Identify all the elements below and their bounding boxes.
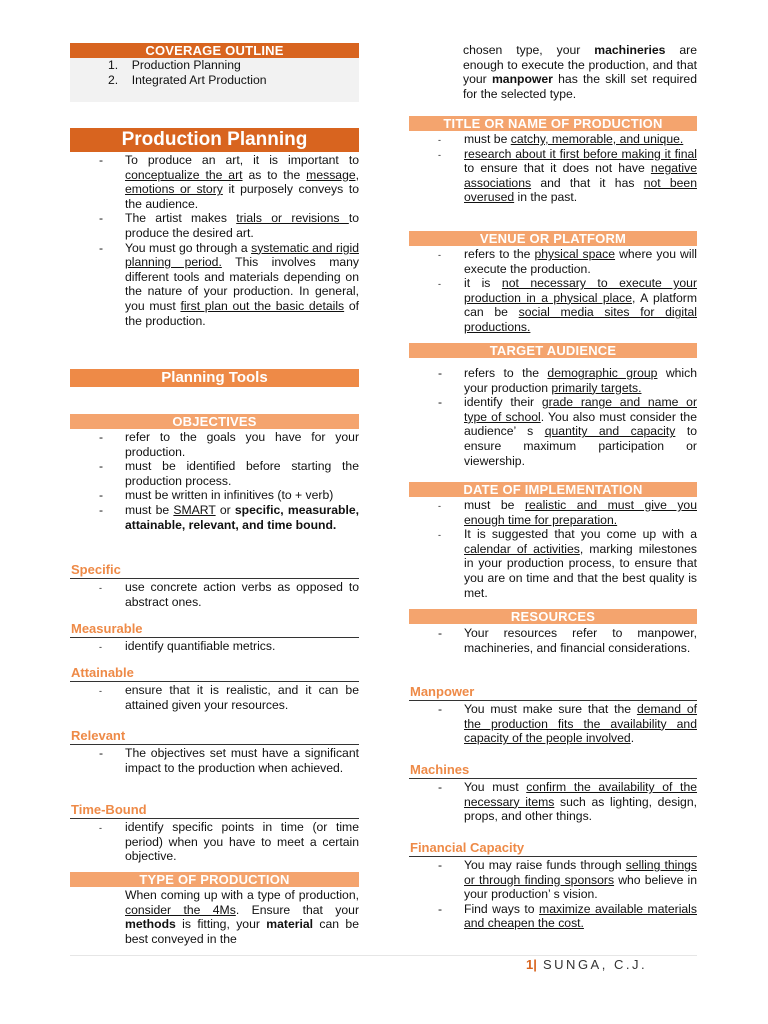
venue-heading: VENUE OR PLATFORM	[409, 231, 697, 246]
underlined-text: demand of the production fits the availability and capacity of the people involved	[464, 702, 698, 746]
relevant-rule	[70, 744, 359, 745]
list-item: - research about it first before making it final to ensure that it does not have negative associations and that it has not been overused in the past.	[409, 147, 697, 205]
list-item: - It is suggested that you come up with a calendar of activities, marking milestones in your production process, to ensure that you are on time and that the best quality is met.	[409, 527, 697, 600]
page-number: 1	[526, 957, 534, 972]
objectives-list	[70, 430, 359, 532]
financial-capacity-list	[409, 858, 697, 931]
list-item: - Find ways to maximize available materials and cheapen the cost.	[409, 902, 697, 931]
title-of-production-heading: TITLE OR NAME OF PRODUCTION	[409, 116, 697, 131]
footer-separator: |	[533, 957, 537, 972]
target-audience-list	[409, 366, 697, 468]
underlined-text: not necessary to execute your production in a physical place	[464, 276, 698, 305]
title-of-production-list	[409, 132, 697, 205]
underlined-text: demographic group	[547, 366, 658, 380]
specific-text: - use concrete action verbs as opposed to abstract ones.	[70, 580, 359, 609]
attainable-text: - ensure that it is realistic, and it can be attained given your resources.	[70, 683, 359, 712]
machines-list	[409, 780, 697, 824]
measurable-list	[70, 639, 359, 654]
manpower-heading: Manpower	[410, 684, 475, 699]
coverage-outline-title: COVERAGE OUTLINE	[70, 43, 359, 58]
bold-text: manpower	[491, 72, 553, 87]
production-planning-heading: Production Planning	[70, 128, 359, 152]
production-planning-list	[70, 153, 359, 328]
bold-text: specific, measurable, attainable, relevant, and time bound.	[125, 502, 359, 532]
underlined-text: confirm the availability of the necessary items	[464, 780, 698, 809]
type-of-production-heading: TYPE OF PRODUCTION	[70, 872, 359, 887]
footer-author: SUNGA, C.J.	[543, 957, 648, 972]
target-audience-heading: TARGET AUDIENCE	[409, 343, 697, 358]
underlined-text: conceptualize the art	[125, 167, 243, 182]
list-item: - must be realistic and must give you enough time for preparation.	[409, 498, 697, 527]
time-bound-list	[70, 820, 359, 864]
resources-list	[409, 626, 697, 655]
machines-rule	[409, 778, 697, 779]
page-footer	[526, 957, 647, 972]
list-item: - You must go through a systematic and rigid planning period. This involves many different tools and materials depending on the nature of your production. In general, you must first plan out the basic details of the production.	[70, 241, 359, 329]
venue-list	[409, 247, 697, 335]
objectives-heading: OBJECTIVES	[70, 414, 359, 429]
time-bound-text: - identify specific points in time (or time period) when you have to meet a certain objective.	[70, 820, 359, 864]
list-item: - identify their grade range and name or type of school. You also must consider the audience’ s quantity and capacity to ensure maximum participation or viewership.	[409, 395, 697, 468]
attainable-list	[70, 683, 359, 712]
time-bound-heading: Time-Bound	[71, 802, 147, 817]
list-item: - The artist makes trials or revisions to produce the desired art.	[70, 211, 359, 240]
footer-rule	[70, 955, 697, 956]
specific-rule	[70, 578, 359, 579]
underlined-text: consider the 4Ms	[125, 902, 236, 917]
underlined-text: maximize available materials and cheapen the cost.	[464, 901, 697, 931]
bold-text: material	[266, 917, 314, 932]
type-of-production-text-left: When coming up with a type of production, consider the 4Ms. Ensure that your methods is fitting, your material can be best conveyed in the	[125, 888, 359, 946]
underlined-text: catchy, memorable, and unique.	[510, 132, 684, 146]
relevant-heading: Relevant	[71, 728, 126, 743]
coverage-item-1: 1. Production Planning	[108, 58, 241, 72]
planning-tools-heading: Planning Tools	[70, 369, 359, 387]
underlined-text: systematic and rigid planning period.	[125, 240, 359, 270]
underlined-text: not been overused	[464, 175, 697, 205]
attainable-rule	[70, 681, 359, 682]
list-item: - refer to the goals you have for your production.	[70, 430, 359, 459]
bold-text: methods	[125, 917, 176, 932]
financial-capacity-heading: Financial Capacity	[410, 840, 525, 855]
underlined-text: trials or revisions	[236, 211, 349, 226]
list-item: - it is not necessary to execute your production in a physical place, A platform can be social media sites for digital productions.	[409, 276, 697, 334]
underlined-text: quantity and capacity	[544, 424, 676, 439]
underlined-text: negative associations	[464, 161, 697, 190]
measurable-heading: Measurable	[71, 621, 143, 636]
underlined-text: first plan out the basic details	[180, 298, 345, 313]
measurable-rule	[70, 637, 359, 638]
underlined-text: realistic and must give you enough time for preparation.	[464, 498, 697, 527]
coverage-item-2: 2. Integrated Art Production	[108, 73, 267, 87]
time-bound-rule	[70, 818, 359, 819]
underlined-text: social media sites for digital productions.	[464, 305, 697, 334]
type-of-production-text-right: chosen type, your machineries are enough to execute the production, and that your manpower has the skill set required for the selected type.	[463, 43, 697, 101]
specific-heading: Specific	[71, 562, 121, 577]
manpower-rule	[409, 700, 697, 701]
date-list	[409, 498, 697, 600]
underlined-text: research about it first before making it final	[464, 146, 697, 161]
list-item: - To produce an art, it is important to conceptualize the art as to the message, emotions or story it purposely conveys to the audience.	[70, 153, 359, 211]
list-item: - must be catchy, memorable, and unique.	[409, 132, 697, 147]
bold-text: machineries	[594, 43, 666, 57]
date-heading: DATE OF IMPLEMENTATION	[409, 482, 697, 497]
manpower-list	[409, 702, 697, 746]
list-item: - must be written in infinitives (to + verb)	[70, 488, 359, 503]
list-item: - refers to the physical space where you will execute the production.	[409, 247, 697, 276]
attainable-heading: Attainable	[71, 665, 134, 680]
underlined-text: message, emotions or story	[125, 167, 360, 197]
measurable-text: - identify quantifiable metrics.	[70, 639, 359, 654]
list-item: - You may raise funds through selling things or through finding sponsors who believe in your production’ s vision.	[409, 858, 697, 902]
underlined-text: selling things or through finding sponsors	[464, 858, 697, 887]
specific-list	[70, 580, 359, 609]
machines-text: - You must confirm the availability of the necessary items such as lighting, design, props, and other things.	[409, 780, 697, 824]
list-item: - must be identified before starting the production process.	[70, 459, 359, 488]
underlined-text: physical space	[534, 247, 616, 261]
list-item: - Your resources refer to manpower, machineries, and financial considerations.	[409, 626, 697, 655]
manpower-text: - You must make sure that the demand of the production fits the availability and capacity of the people involved.	[409, 702, 697, 746]
underlined-text: primarily targets.	[551, 380, 642, 395]
list-item: - must be SMART or specific, measurable, attainable, relevant, and time bound.	[70, 503, 359, 532]
underlined-text: grade range and name or type of school	[464, 395, 697, 424]
machines-heading: Machines	[410, 762, 470, 777]
relevant-text: - The objectives set must have a significant impact to the production when achieved.	[70, 746, 359, 775]
underlined-text: SMART	[173, 502, 216, 517]
underlined-text: calendar of activities	[464, 541, 580, 556]
relevant-list	[70, 746, 359, 775]
financial-capacity-rule	[409, 856, 697, 857]
list-item: - refers to the demographic group which your production primarily targets.	[409, 366, 697, 395]
resources-heading: RESOURCES	[409, 609, 697, 624]
